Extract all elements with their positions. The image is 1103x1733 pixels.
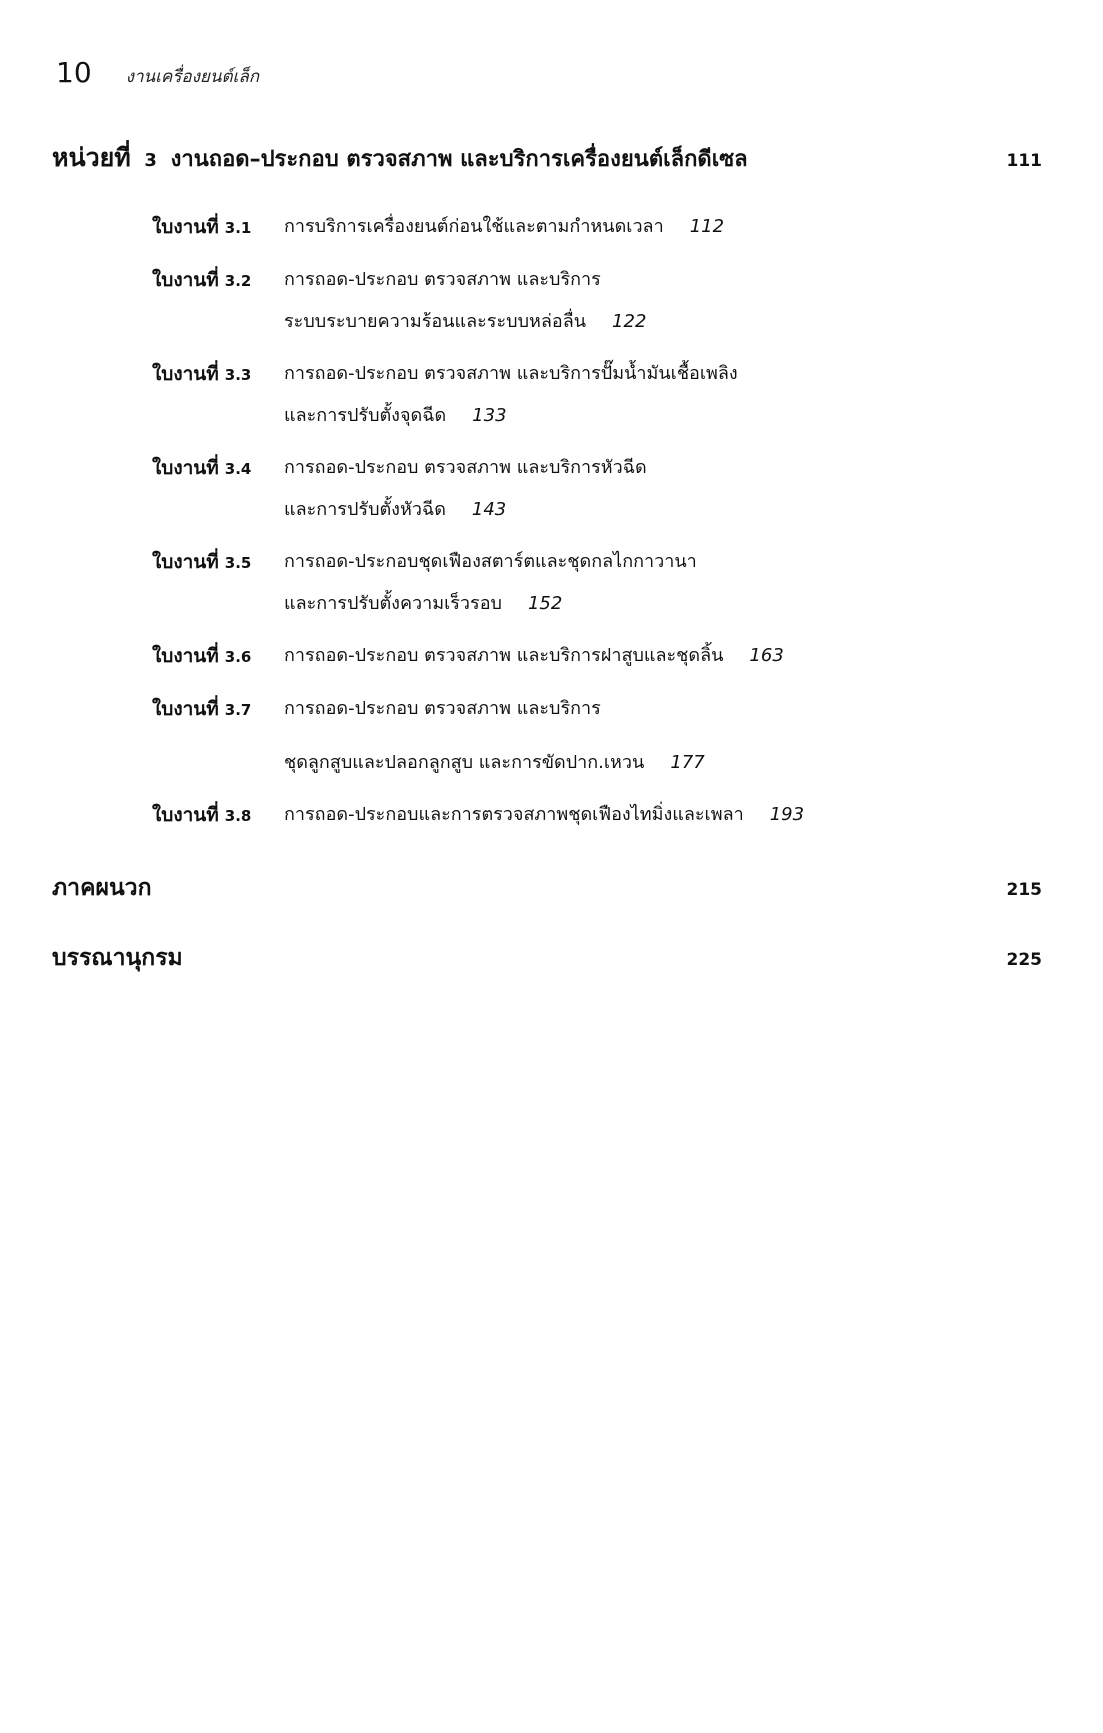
running-title: งานเครื่องยนต์เล็ก [125, 67, 260, 87]
worksheet-label-text: ใบงานที่ [152, 269, 219, 291]
worksheet-title-line: การถอด-ประกอบชุดเฟืองสตาร์ตและชุดกลไกกาวานา [284, 551, 697, 572]
page-number: 10 [56, 56, 92, 89]
worksheet-label-text: ใบงานที่ [152, 216, 219, 238]
unit-heading [52, 138, 1042, 178]
worksheet-label-text: ใบงานที่ [152, 457, 219, 479]
unit-number: 3 [144, 150, 157, 171]
worksheet-page-ref: 143 [471, 499, 507, 520]
worksheet-entry [152, 353, 1032, 437]
worksheet-label [152, 688, 284, 784]
worksheet-label-text: ใบงานที่ [152, 645, 219, 667]
bibliography-entry [52, 940, 1042, 976]
worksheet-label [152, 353, 284, 437]
worksheet-title-line: การถอด-ประกอบ ตรวจสภาพ และบริการ [284, 698, 601, 719]
worksheet-title-line: การถอด-ประกอบและการตรวจสภาพชุดเฟืองไทมิ่งและเพลา 193 [284, 804, 805, 825]
worksheet-title-line: ระบบระบายความร้อนและระบบหล่อลื่น 122 [284, 311, 647, 332]
worksheet-page-ref: 193 [769, 804, 805, 825]
page-header [56, 56, 259, 90]
worksheet-title-line: และการปรับตั้งจุดฉีด 133 [284, 405, 507, 426]
worksheet-title-line: ชุดลูกสูบและปลอกลูกสูบ และการขัดปาก.เหวน 177 [284, 752, 705, 773]
worksheet-title-line: การถอด-ประกอบ ตรวจสภาพ และบริการฝาสูบและชุดลิ้น 163 [284, 645, 784, 666]
appendix-entry [52, 870, 1042, 906]
worksheet-title-line: และการปรับตั้งหัวฉีด 143 [284, 499, 507, 520]
worksheet-page-ref: 122 [612, 311, 647, 332]
appendix-title: ภาคผนวก [52, 875, 152, 901]
unit-title-line [52, 138, 748, 178]
worksheet-entry [152, 206, 1032, 249]
worksheet-title-line: และการปรับตั้งความเร็วรอบ 152 [284, 593, 563, 614]
worksheet-label-text: ใบงานที่ [152, 804, 219, 826]
worksheet-title-line: การถอด-ประกอบ ตรวจสภาพ และบริการ [284, 269, 601, 290]
worksheet-entry [152, 541, 1032, 625]
appendix-page-ref: 215 [1006, 880, 1042, 900]
worksheet-number: 3.2 [224, 272, 252, 290]
worksheet-title [284, 206, 1032, 249]
worksheet-label [152, 206, 284, 249]
worksheet-entry [152, 259, 1032, 343]
worksheet-entry [152, 635, 1032, 678]
worksheet-label [152, 447, 284, 531]
bibliography-title: บรรณานุกรม [52, 945, 183, 971]
worksheet-number: 3.7 [224, 701, 252, 719]
worksheet-title-line: การถอด-ประกอบ ตรวจสภาพ และบริการปั๊มน้ำมันเชื้อเพลิง [284, 363, 738, 384]
worksheet-number: 3.3 [224, 366, 252, 384]
worksheet-label-text: ใบงานที่ [152, 551, 219, 573]
worksheet-title [284, 635, 1032, 678]
worksheet-title-line: การถอด-ประกอบ ตรวจสภาพ และบริการหัวฉีด [284, 457, 647, 478]
worksheet-page-ref: 133 [472, 405, 507, 426]
worksheet-number: 3.8 [224, 807, 252, 825]
worksheet-page-ref: 112 [689, 216, 725, 237]
worksheet-number: 3.5 [224, 554, 252, 572]
worksheet-title [284, 259, 1032, 343]
worksheet-title [284, 541, 1032, 625]
worksheet-number: 3.4 [224, 460, 252, 478]
worksheet-label-text: ใบงานที่ [152, 698, 219, 720]
unit-prefix: หน่วยที่ [52, 143, 131, 172]
bibliography-page-ref: 225 [1006, 950, 1042, 970]
worksheet-page-ref: 163 [749, 645, 784, 666]
worksheet-entry [152, 447, 1032, 531]
worksheet-entry [152, 794, 1032, 837]
worksheet-title [284, 688, 1032, 784]
unit-title: งานถอด–ประกอบ ตรวจสภาพ และบริการเครื่องยนต์เล็กดีเซล [170, 147, 748, 172]
worksheet-page-ref: 152 [527, 593, 563, 614]
worksheet-title-line: การบริการเครื่องยนต์ก่อนใช้และตามกำหนดเวลา 112 [284, 216, 725, 237]
worksheet-label [152, 794, 284, 837]
worksheet-page-ref: 177 [670, 752, 705, 773]
worksheet-list [152, 206, 1032, 847]
worksheet-label-text: ใบงานที่ [152, 363, 219, 385]
worksheet-label [152, 635, 284, 678]
worksheet-title [284, 353, 1032, 437]
worksheet-number: 3.6 [224, 648, 252, 666]
worksheet-title [284, 447, 1032, 531]
worksheet-label [152, 541, 284, 625]
worksheet-number: 3.1 [224, 219, 252, 237]
worksheet-title [284, 794, 1032, 837]
worksheet-label [152, 259, 284, 343]
worksheet-entry [152, 688, 1032, 784]
unit-page-ref: 111 [1006, 151, 1042, 171]
